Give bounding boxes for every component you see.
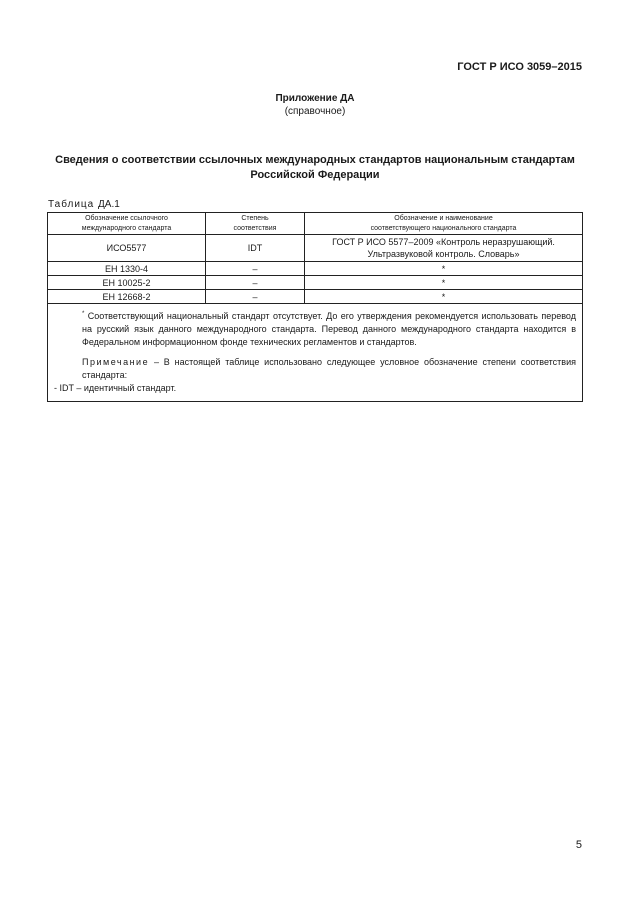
footnote-paragraph	[54, 310, 576, 349]
section-title-line1: Сведения о соответствии ссылочных международных стандартов национальным стандартам	[55, 154, 575, 166]
cell-degree: –	[206, 276, 305, 290]
cell-national	[305, 235, 583, 262]
footnote-text: Соответствующий национальный стандарт отсутствует. До его утверждения рекомендуется использовать перевод на русский язык данного международного стандарта. Перевод данного международного стандарта находится в Федеральном информационном фонде технических регламентов и стандартов.	[82, 311, 576, 347]
cell-ref: ИСО5577	[48, 235, 206, 262]
note-item: - IDT – идентичный стандарт.	[54, 383, 177, 393]
section-title	[40, 153, 590, 183]
cell-degree: IDT	[206, 235, 305, 262]
table-row	[48, 276, 583, 290]
table-footnote-row	[48, 304, 583, 402]
cell-ref: ЕН 1330-4	[48, 262, 206, 276]
cell-national: *	[305, 276, 583, 290]
cell-national: *	[305, 290, 583, 304]
document-code: ГОСТ Р ИСО 3059–2015	[457, 61, 582, 73]
footnote-cell	[48, 304, 583, 402]
cell-ref: ЕН 12668-2	[48, 290, 206, 304]
cell-degree: –	[206, 262, 305, 276]
section-title-line2: Российской Федерации	[250, 169, 380, 181]
appendix-title: Приложение ДА	[275, 93, 355, 104]
header-national-standard	[305, 213, 583, 235]
cell-degree: –	[206, 290, 305, 304]
table-row	[48, 262, 583, 276]
header-ref-line2: международного стандарта	[81, 224, 172, 232]
header-degree-line1: Степень	[241, 214, 269, 222]
note-label: Примечание	[82, 357, 150, 367]
header-ref-line1: Обозначение ссылочного	[85, 214, 168, 222]
header-national-line1: Обозначение и наименование	[394, 214, 493, 222]
cell-ref: ЕН 10025-2	[48, 276, 206, 290]
footnote-mark: *	[82, 311, 85, 317]
cell-national-line2: Ультразвуковой контроль. Словарь»	[367, 249, 520, 259]
table-row	[48, 290, 583, 304]
header-degree-line2: соответствия	[233, 224, 277, 232]
note-paragraph	[54, 356, 576, 382]
header-ref-standard	[48, 213, 206, 235]
appendix-heading	[0, 92, 630, 118]
table-row	[48, 235, 583, 262]
appendix-subtitle: (справочное)	[284, 106, 346, 117]
cell-national: *	[305, 262, 583, 276]
page-number: 5	[575, 839, 582, 851]
standards-table	[47, 212, 583, 402]
table-label-number: ДА.1	[98, 199, 120, 210]
header-national-line2: соответствующего национального стандарта	[370, 224, 517, 232]
note-text: – В настоящей таблице использовано следующее условное обозначение степени соответствия стандарта:	[82, 357, 576, 380]
table-header-row	[48, 213, 583, 235]
header-degree	[206, 213, 305, 235]
table-label-prefix: Таблица	[48, 199, 95, 210]
table-label	[48, 199, 120, 210]
cell-national-line1: ГОСТ Р ИСО 5577–2009 «Контроль неразрушающий.	[332, 237, 555, 247]
